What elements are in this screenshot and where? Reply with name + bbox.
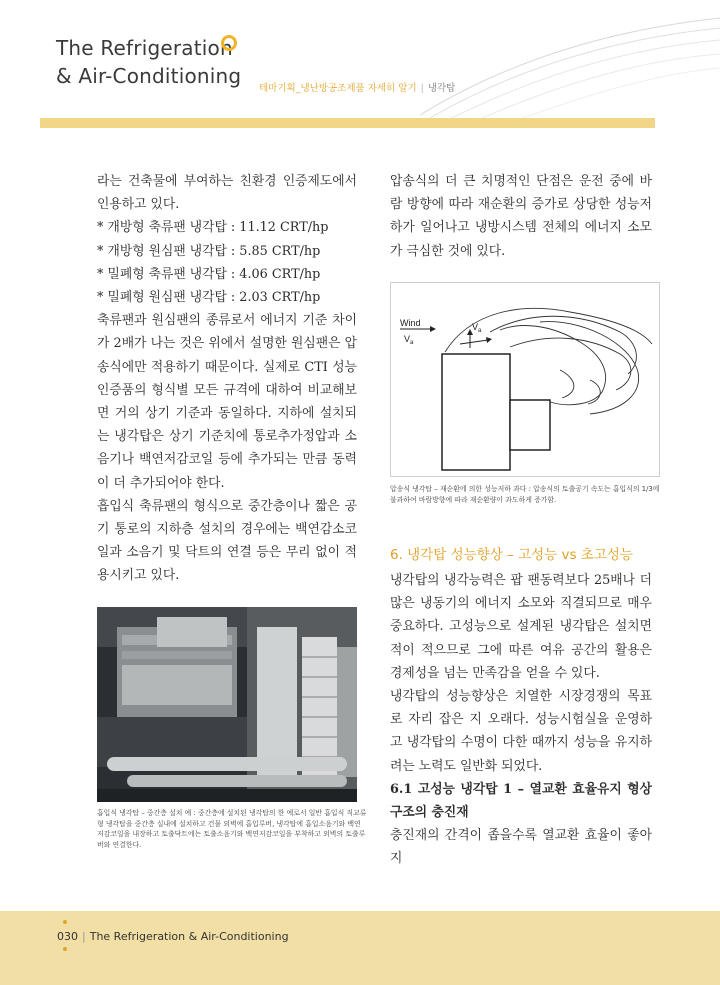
breadcrumb-current: 냉각탑 bbox=[427, 83, 456, 94]
left-paragraph-1: 라는 건축물에 부여하는 친환경 인증제도에서 인용하고 있다. bbox=[97, 174, 357, 213]
cooling-tower-photo bbox=[97, 607, 357, 802]
breadcrumb-section: 테마기획_냉난방공조제품 자세히 알기 bbox=[259, 83, 417, 94]
tower-body bbox=[442, 354, 510, 470]
diagram-caption: 압송식 냉각탑 – 재순환에 의한 성능저하 과다 : 압송식의 토출공기 속도는 흡입식의 1/3에 불과하여 바람방향에 따라 재순환량이 과도하게 증가함. bbox=[390, 485, 660, 504]
section-title: 6. 냉각탑 성능향상 – 고성능 vs 초고성능 bbox=[390, 547, 633, 563]
left-paragraph-2: 축류팬과 원심팬의 종류로서 에너지 기준 차이가 2배가 나는 것은 위에서 설명한 원심팬은 압송식에만 적용하기 때문이다. 실제로 CTI 성능인증품의 형식별 모든 규격에 대하여 비교해보면 거의 상기 기준과 동일하다. 지하에 설치되는 냉각탑은 상기 기준치에 통로추가정압과 소음기나 백연저감코일 등에 추가되는 만큼 동력이 더 추가되어야 한다. bbox=[97, 313, 357, 491]
title-ring-icon bbox=[221, 35, 237, 51]
left-column bbox=[97, 170, 357, 588]
page-number: 030 bbox=[57, 930, 78, 943]
right-paragraph-2: 냉각탑의 냉각능력은 팝 팬동력보다 25배나 더 많은 냉동기의 에너지 소모와 직결되므로 매우 중요하다. 고성능으로 설계된 냉각탑은 설치면적이 적으므로 그에 따른 여유 공간의 활용은 경제성을 넘는 만족감을 얻을 수 있다. bbox=[390, 573, 652, 681]
header-decorative-lines bbox=[420, 0, 720, 120]
breadcrumb bbox=[259, 80, 455, 94]
footer-separator: | bbox=[82, 930, 86, 943]
spec-list-item: * 개방형 축류팬 냉각탑 : 11.12 CRT/hp bbox=[97, 220, 329, 236]
spec-list-item: * 밀폐형 원심팬 냉각탑 : 2.03 CRT/hp bbox=[97, 290, 321, 306]
fan-housing bbox=[510, 400, 550, 450]
spec-list-item: * 밀폐형 축류팬 냉각탑 : 4.06 CRT/hp bbox=[97, 266, 321, 282]
right-column-top bbox=[390, 170, 652, 263]
magazine-title-line2: & Air-Conditioning bbox=[56, 64, 242, 88]
right-paragraph-4: 충진재의 간격이 좁을수록 열교환 효율이 좋아지 bbox=[390, 828, 652, 867]
breadcrumb-separator: | bbox=[420, 83, 424, 94]
header-bar bbox=[40, 118, 655, 128]
right-paragraph-1: 압송식의 더 큰 치명적인 단점은 운전 중에 바람 방향에 따라 재순환의 증가로 상당한 성능저하가 일어나고 냉방시스템 전체의 에너지 소모가 극심한 것에 있다. bbox=[390, 174, 652, 259]
footer-magazine-name: The Refrigeration & Air-Conditioning bbox=[89, 930, 289, 943]
right-column-bottom bbox=[390, 544, 652, 871]
right-paragraph-3: 냉각탑의 성능향상은 치열한 시장경쟁의 목표로 자리 잡은 지 오래다. 성능시험실을 운영하고 냉각탑의 수명이 다한 때까지 성능을 유지하려는 노력도 일반화 되었다. bbox=[390, 689, 652, 774]
va-letter: V bbox=[472, 322, 479, 332]
magazine-title-line1: The Refrigeration bbox=[56, 36, 233, 60]
footer bbox=[57, 930, 289, 943]
footer-dot-icon bbox=[63, 920, 67, 924]
subsection-title: 6.1 고성능 냉각탑 1 – 열교환 효율유지 형상구조의 충진재 bbox=[390, 781, 652, 821]
footer-dot-icon bbox=[63, 947, 67, 951]
spec-list-item: * 개방형 원심팬 냉각탑 : 5.85 CRT/hp bbox=[97, 243, 321, 259]
wind-label: Wind bbox=[400, 318, 421, 328]
magazine-title bbox=[56, 34, 241, 90]
recirculation-diagram bbox=[390, 282, 660, 477]
va-subscript: a bbox=[410, 340, 414, 346]
va-letter: V bbox=[404, 334, 411, 344]
left-paragraph-3: 흡입식 축류팬의 형식으로 중간층이나 짧은 공기 통로의 지하층 설치의 경우에는 백연감소코일과 소음기 및 닥트의 연결 등은 무리 없이 적용시키고 있다. bbox=[97, 498, 357, 584]
va-subscript: a bbox=[478, 328, 482, 334]
photo-caption: 흡입식 냉각탑 – 중간층 설치 예 : 중간층에 설치된 냉각탑의 한 예로서 일반 흡입식 직교류형 냉각탑을 중간층 실내에 설치하고 건물 외벽에 흡입루버, 냉각탑에 흡입소음기와 백연저감코일을 내장하고 토출닥트에는 토출소음기와 백연저감코일을 부착하고 외벽의 토출루버와 연결한다. bbox=[97, 809, 367, 849]
footer-band bbox=[0, 911, 720, 985]
